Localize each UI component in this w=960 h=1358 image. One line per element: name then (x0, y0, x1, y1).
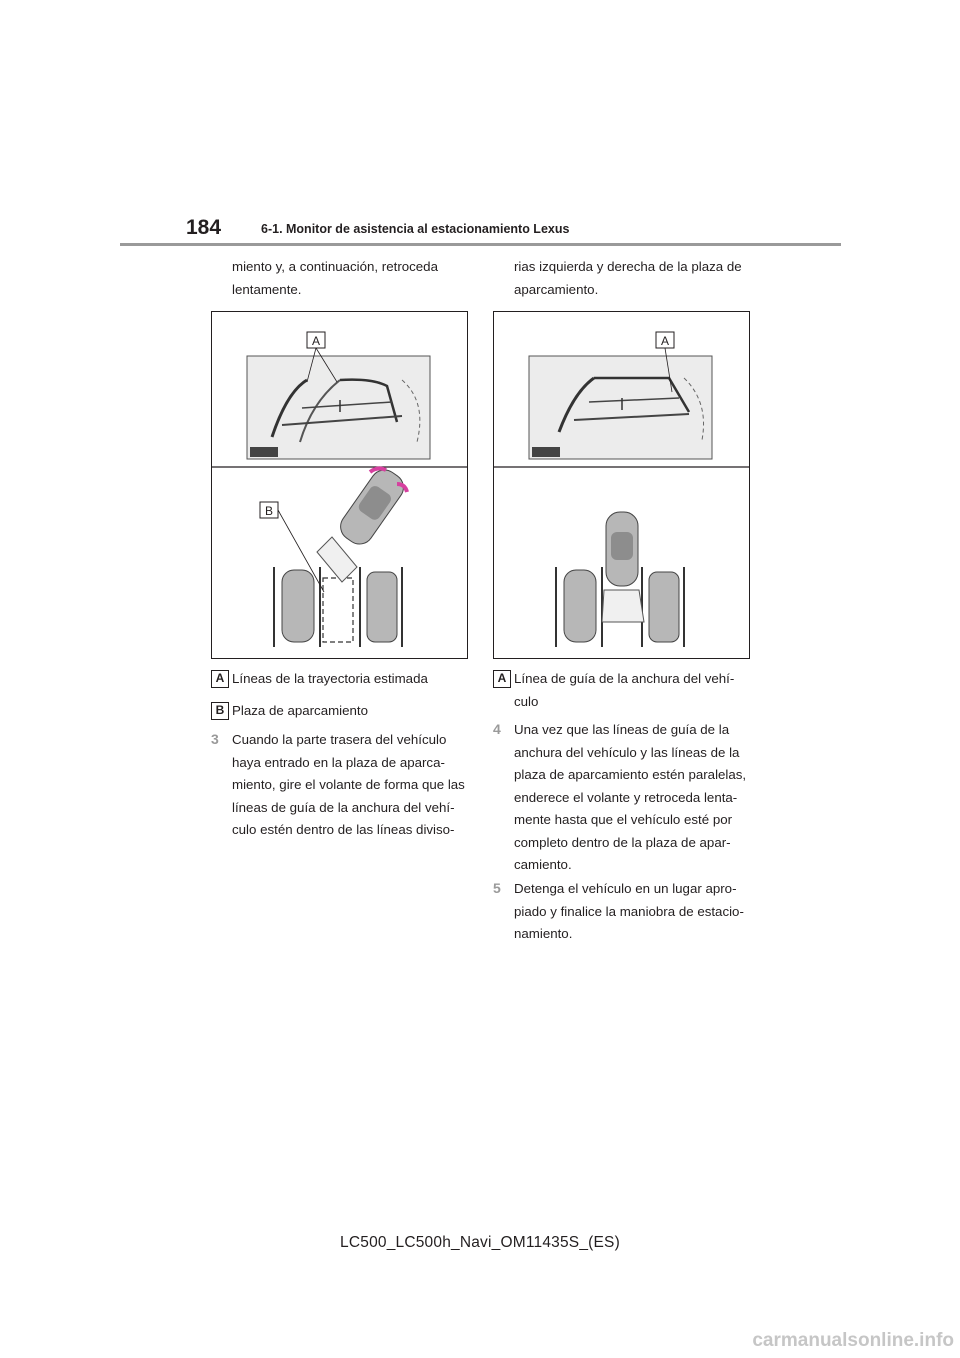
step-number: 5 (493, 880, 501, 896)
parked-car-left (564, 570, 596, 642)
step-line: camiento. (514, 857, 572, 872)
right-intro-line: rias izquierda y derecha de la plaza de (514, 259, 742, 274)
right-intro (514, 256, 742, 301)
callout-text: Plaza de aparcamiento (232, 703, 369, 718)
step-line: Cuando la parte trasera del vehículo (232, 732, 447, 747)
callout-badge: A (493, 670, 511, 688)
label-a-text: A (311, 334, 321, 348)
step-line: culo estén dentro de las líneas diviso- (232, 822, 455, 837)
step-line: haya entrado en la plaza de aparca- (232, 754, 445, 770)
step-text (514, 878, 744, 946)
callout-line: Línea de guía de la anchura del vehí- (514, 671, 735, 686)
reversing-car-roof (611, 532, 633, 560)
parked-car-left (282, 570, 314, 642)
reversing-car (335, 464, 409, 549)
step-line: namiento. (514, 926, 573, 941)
header-divider (120, 243, 841, 246)
right-figure-illustration (494, 312, 749, 658)
watermark[interactable]: carmanualsonline.info (752, 1330, 954, 1351)
page-number: 184 (186, 216, 222, 239)
callout-badge: B (211, 702, 229, 720)
left-intro-line: miento y, a continuación, retroceda (232, 259, 438, 274)
callout-line: culo (514, 693, 539, 709)
step-number: 3 (211, 731, 219, 747)
parking-space (323, 578, 353, 642)
step-line: plaza de aparcamiento estén paralelas, (514, 767, 747, 782)
step-line: mente hasta que el vehículo esté por (514, 812, 733, 827)
step-line: completo dentro de la plaza de apar- (514, 834, 731, 850)
step-line: piado y finalice la maniobra de estacio- (514, 903, 744, 919)
camera-screen (529, 356, 712, 459)
screen-icon (532, 447, 560, 457)
step-text (514, 719, 746, 877)
left-figure (211, 311, 468, 659)
screen-icon (250, 447, 278, 457)
parked-car-right (649, 572, 679, 642)
camera-screen (247, 356, 430, 459)
step-line: líneas de guía de la anchura del vehí- (232, 799, 455, 815)
document-code: LC500_LC500h_Navi_OM11435S_(ES) (340, 1234, 620, 1251)
step-line: Detenga el vehículo en un lugar apro- (514, 881, 737, 896)
step-line: anchura del vehículo y las líneas de la (514, 744, 740, 760)
left-figure-illustration (212, 312, 467, 658)
step-number: 4 (493, 721, 501, 737)
callout-text (514, 668, 734, 713)
step-line: enderece el volante y retroceda lenta- (514, 789, 738, 805)
label-b-text: B (264, 504, 274, 518)
right-intro-line: aparcamiento. (514, 281, 599, 297)
guide-area (317, 537, 357, 582)
step-line: Una vez que las líneas de guía de la (514, 722, 730, 737)
label-a-text: A (660, 334, 670, 348)
callout-text: Líneas de la trayectoria estimada (232, 671, 428, 686)
right-figure (493, 311, 750, 659)
parked-car-right (367, 572, 397, 642)
step-text (232, 729, 465, 842)
callout-badge: A (211, 670, 229, 688)
guide-area (602, 590, 644, 622)
section-title: 6-1. Monitor de asistencia al estacionamiento Lexus (261, 222, 570, 236)
left-intro (232, 256, 438, 301)
left-intro-line: lentamente. (232, 281, 302, 297)
step-line: miento, gire el volante de forma que las (232, 777, 465, 792)
